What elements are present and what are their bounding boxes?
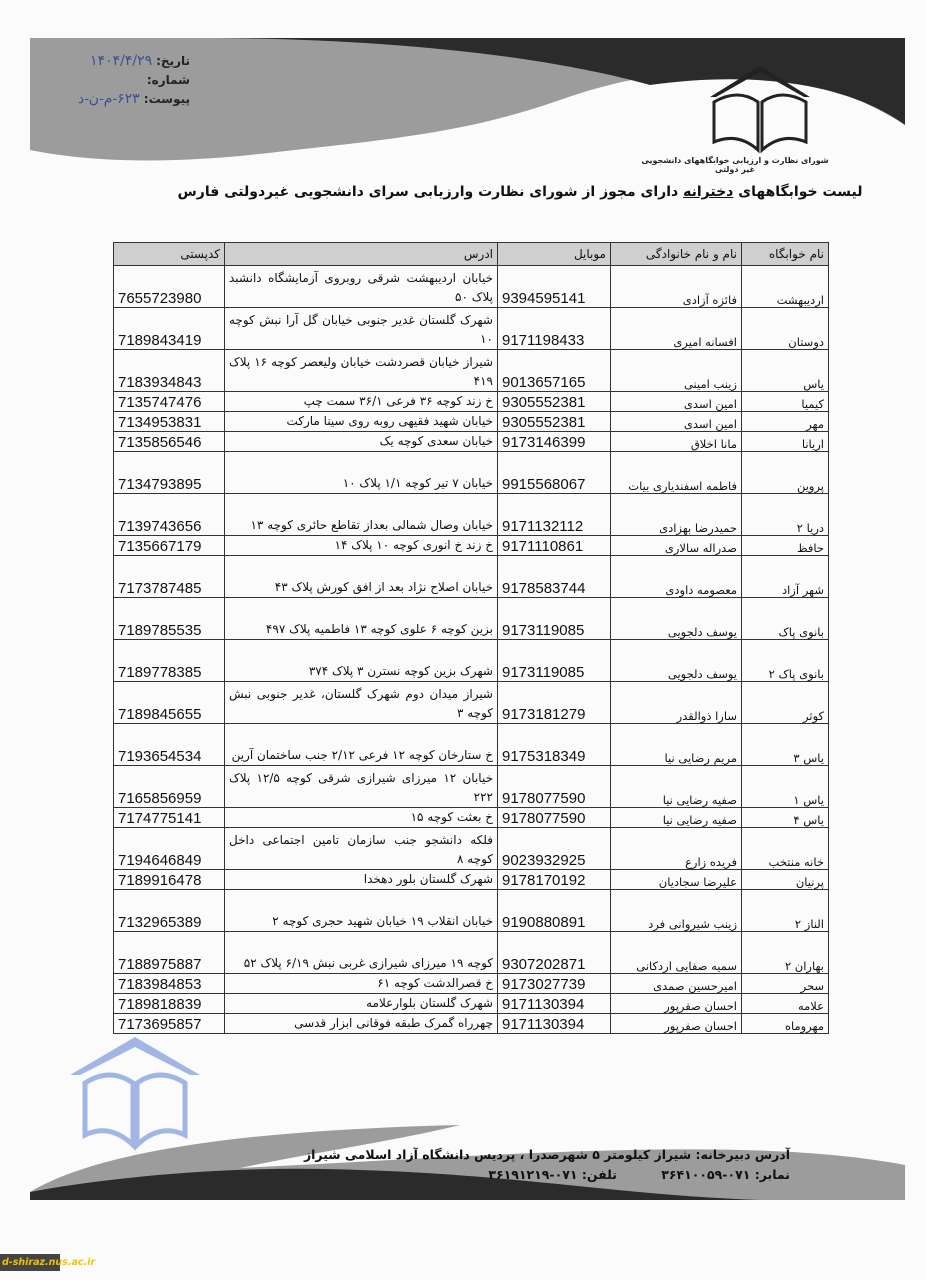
postal-cell: 7189778385: [114, 640, 225, 682]
manager-cell: یوسف دلجویی: [611, 598, 742, 640]
table-row: [114, 392, 829, 412]
postal-cell: 7134793895: [114, 452, 225, 494]
dorm-name-cell: اریانا: [742, 432, 829, 452]
table-row: [114, 724, 829, 766]
postal-cell: 7132965389: [114, 890, 225, 932]
postal-cell: 7173695857: [114, 1014, 225, 1034]
table-row: [114, 1014, 829, 1034]
manager-cell: امین اسدی: [611, 392, 742, 412]
council-logo-icon: [700, 62, 820, 157]
dorm-name-cell: مهر: [742, 412, 829, 432]
dorm-name-cell: بانوی پاک ۲: [742, 640, 829, 682]
phone-number: ۰۷۱-۳۶۱۹۱۲۱۹: [488, 1167, 578, 1182]
address-cell: شهرک گلستان غدیر جنوبی خیابان گل آرا نبش کوچه ۱۰: [225, 308, 498, 350]
dorm-name-cell: بهاران ۲: [742, 932, 829, 974]
mobile-cell: 9173027739: [498, 974, 611, 994]
table-row: [114, 808, 829, 828]
dorm-name-cell: الناز ۲: [742, 890, 829, 932]
manager-cell: افسانه امیری: [611, 308, 742, 350]
table-body: [114, 266, 829, 1034]
col-dorm-name: نام خوابگاه: [742, 243, 829, 266]
attachment-value: ۶۲۳-م-ن-د: [77, 91, 140, 107]
dorm-name-cell: پروین: [742, 452, 829, 494]
manager-cell: صفیه رضایی نیا: [611, 808, 742, 828]
address-cell: چهرراه گمرک طبقه فوقانی ابزار قدسی: [225, 1014, 498, 1034]
postal-cell: 7193654534: [114, 724, 225, 766]
col-address: ادرس: [225, 243, 498, 266]
mobile-cell: 9178077590: [498, 766, 611, 808]
postal-cell: 7135747476: [114, 392, 225, 412]
postal-cell: 7173787485: [114, 556, 225, 598]
dorm-name-cell: یاس ۴: [742, 808, 829, 828]
manager-cell: مریم رضایی نیا: [611, 724, 742, 766]
mobile-cell: 9171110861: [498, 536, 611, 556]
address-cell: فلکه دانشجو جنب سازمان تامین اجتماعی داخل کوچه ۸: [225, 828, 498, 870]
mobile-cell: 9013657165: [498, 350, 611, 392]
postal-cell: 7183984853: [114, 974, 225, 994]
footer-contact: [250, 1145, 790, 1185]
manager-cell: زینب امینی: [611, 350, 742, 392]
table-row: [114, 766, 829, 808]
dorm-name-cell: حافظ: [742, 536, 829, 556]
address-cell: شیراز میدان دوم شهرک گلستان، غدیر جنوبی نبش کوچه ۳: [225, 682, 498, 724]
mobile-cell: 9173146399: [498, 432, 611, 452]
manager-cell: احسان صفرپور: [611, 1014, 742, 1034]
postal-cell: 7189916478: [114, 870, 225, 890]
document-meta: [40, 52, 190, 109]
dorm-name-cell: یاس: [742, 350, 829, 392]
address-cell: خیابان وصال شمالی بعداز تقاطع حائری کوچه ۱۳: [225, 494, 498, 536]
postal-cell: 7165856959: [114, 766, 225, 808]
manager-cell: زینب شیروانی فرد: [611, 890, 742, 932]
address-cell: کوچه ۱۹ میرزای شیرازی غربی نبش ۶/۱۹ پلاک ۵۲: [225, 932, 498, 974]
mobile-cell: 9171130394: [498, 1014, 611, 1034]
mobile-cell: 9023932925: [498, 828, 611, 870]
table-row: [114, 412, 829, 432]
date-line: تاریخ:۱۴۰۴/۴/۲۹: [90, 53, 190, 69]
postal-cell: 7655723980: [114, 266, 225, 308]
mobile-cell: 9173119085: [498, 598, 611, 640]
title-emphasis: دخترانه: [683, 184, 734, 200]
footer-phones: نمابر: ۰۷۱-۳۶۴۱۰۰۵۹ تلفن: ۰۷۱-۳۶۱۹۱۲۱۹: [488, 1167, 790, 1182]
manager-cell: سارا ذوالقدر: [611, 682, 742, 724]
address-cell: خیابان اردیبهشت شرقی روبروی آزمایشگاه دانشبد پلاک ۵۰: [225, 266, 498, 308]
address-cell: شهرک گلستان بلور دهخدا: [225, 870, 498, 890]
manager-cell: صفیه رضایی نیا: [611, 766, 742, 808]
manager-cell: معصومه داودی: [611, 556, 742, 598]
fax-number: ۰۷۱-۳۶۴۱۰۰۵۹: [661, 1167, 751, 1182]
manager-cell: احسان صفرپور: [611, 994, 742, 1014]
address-cell: شهرک گلستان بلوارعلامه: [225, 994, 498, 1014]
mobile-cell: 9178170192: [498, 870, 611, 890]
address-cell: خیابان ۱۲ میرزای شیرازی شرقی کوچه ۱۲/۵ پلاک ۲۲۲: [225, 766, 498, 808]
dorm-name-cell: علامه: [742, 994, 829, 1014]
dorm-name-cell: مهروماه: [742, 1014, 829, 1034]
table-row: [114, 932, 829, 974]
dorm-name-cell: خانه منتخب: [742, 828, 829, 870]
table-row: [114, 536, 829, 556]
table-row: [114, 266, 829, 308]
mobile-cell: 9173181279: [498, 682, 611, 724]
dorm-name-cell: دوستان: [742, 308, 829, 350]
dorm-name-cell: بانوی پاک: [742, 598, 829, 640]
manager-cell: فائزه آزادی: [611, 266, 742, 308]
manager-cell: حمیدرضا بهزادی: [611, 494, 742, 536]
dorm-name-cell: یاس ۱: [742, 766, 829, 808]
table-row: [114, 682, 829, 724]
manager-cell: سمیه صفایی اردکانی: [611, 932, 742, 974]
table-row: [114, 432, 829, 452]
address-cell: خیابان ۷ تیر کوچه ۱/۱ پلاک ۱۰: [225, 452, 498, 494]
mobile-cell: 9173119085: [498, 640, 611, 682]
address-cell: خیابان شهید فقیهی روبه روی سینا مارکت: [225, 412, 498, 432]
manager-cell: یوسف دلجویی: [611, 640, 742, 682]
dorm-name-cell: شهر آزاد: [742, 556, 829, 598]
page-title: لیست خوابگاههای دخترانه دارای مجوز از شورای نظارت وارزیابی سرای دانشجویی غیردولتی فارس: [177, 184, 863, 200]
postal-cell: 7139743656: [114, 494, 225, 536]
table-row: [114, 556, 829, 598]
mobile-cell: 9171198433: [498, 308, 611, 350]
table-row: [114, 994, 829, 1014]
table-row: [114, 890, 829, 932]
site-badge: d-shiraz.nus.ac.ir: [0, 1254, 60, 1271]
mobile-cell: 9307202871: [498, 932, 611, 974]
table-row: [114, 452, 829, 494]
table-row: [114, 870, 829, 890]
mobile-cell: 9171130394: [498, 994, 611, 1014]
dorm-name-cell: کوثر: [742, 682, 829, 724]
mobile-cell: 9175318349: [498, 724, 611, 766]
table-row: [114, 308, 829, 350]
date-value: ۱۴۰۴/۴/۲۹: [90, 53, 153, 69]
manager-cell: امین اسدی: [611, 412, 742, 432]
manager-cell: فریده زارع: [611, 828, 742, 870]
col-postal: کدپستی: [114, 243, 225, 266]
postal-cell: 7134953831: [114, 412, 225, 432]
col-mobile: موبایل: [498, 243, 611, 266]
dorm-name-cell: یاس ۳: [742, 724, 829, 766]
mobile-cell: 9394595141: [498, 266, 611, 308]
postal-cell: 7189818839: [114, 994, 225, 1014]
manager-cell: علیرضا سجادیان: [611, 870, 742, 890]
manager-cell: فاطمه اسفندیاری بیات: [611, 452, 742, 494]
postal-cell: 7194646849: [114, 828, 225, 870]
address-cell: بزین کوچه ۶ علوی کوچه ۱۳ فاطمیه پلاک ۴۹۷: [225, 598, 498, 640]
address-cell: خ زند کوچه ۳۶ فرعی ۳۶/۱ سمت چپ: [225, 392, 498, 412]
dorm-name-cell: اردیبهشت: [742, 266, 829, 308]
address-cell: خ بعثت کوچه ۱۵: [225, 808, 498, 828]
mobile-cell: 9178583744: [498, 556, 611, 598]
dorm-name-cell: سحر: [742, 974, 829, 994]
col-manager: نام و نام خانوادگی: [611, 243, 742, 266]
council-name: شورای نظارت و ارزیابی خوابگاههای دانشجویی غیر دولتی: [641, 156, 829, 174]
address-cell: خ قصرالدشت کوچه ۶۱: [225, 974, 498, 994]
address-cell: شهرک بزین کوچه نسترن ۳ پلاک ۳۷۴: [225, 640, 498, 682]
address-cell: خ ستارخان کوچه ۱۲ فرعی ۲/۱۲ جنب ساختمان آرین: [225, 724, 498, 766]
table-row: [114, 640, 829, 682]
manager-cell: امیرحسین صمدی: [611, 974, 742, 994]
number-line: شماره:: [146, 73, 190, 87]
postal-cell: 7189843419: [114, 308, 225, 350]
manager-cell: صدراله سالاری: [611, 536, 742, 556]
postal-cell: 7135667179: [114, 536, 225, 556]
table-row: [114, 974, 829, 994]
dorm-name-cell: دریا ۲: [742, 494, 829, 536]
footer-address: آدرس دبیرخانه: شیراز کیلومتر ۵ شهرصدرا ، پردیس دانشگاه آزاد اسلامی شیراز: [303, 1147, 790, 1162]
dorm-name-cell: پرنیان: [742, 870, 829, 890]
dorm-name-cell: کیمیا: [742, 392, 829, 412]
mobile-cell: 9190880891: [498, 890, 611, 932]
postal-cell: 7189785535: [114, 598, 225, 640]
address-cell: خیابان اصلاح نژاد بعد از افق کورش پلاک ۴۳: [225, 556, 498, 598]
table-row: [114, 350, 829, 392]
postal-cell: 7188975887: [114, 932, 225, 974]
attachment-line: پیوست:۶۲۳-م-ن-د: [77, 91, 190, 107]
table-row: [114, 494, 829, 536]
dormitory-table: [113, 242, 829, 1034]
table-row: [114, 598, 829, 640]
table-row: [114, 828, 829, 870]
postal-cell: 7135856546: [114, 432, 225, 452]
mobile-cell: 9305552381: [498, 412, 611, 432]
address-cell: خ زند خ انوری کوچه ۱۰ پلاک ۱۴: [225, 536, 498, 556]
table-header-row: [114, 243, 829, 266]
mobile-cell: 9178077590: [498, 808, 611, 828]
mobile-cell: 9305552381: [498, 392, 611, 412]
manager-cell: مانا اخلاق: [611, 432, 742, 452]
postal-cell: 7174775141: [114, 808, 225, 828]
address-cell: خیابان انقلاب ۱۹ خیابان شهید حجری کوچه ۲: [225, 890, 498, 932]
address-cell: شیراز خیابان قصردشت خیابان ولیعصر کوچه ۱۶ پلاک ۴۱۹: [225, 350, 498, 392]
mobile-cell: 9171132112: [498, 494, 611, 536]
mobile-cell: 9915568067: [498, 452, 611, 494]
postal-cell: 7189845655: [114, 682, 225, 724]
address-cell: خیابان سعدی کوچه یک: [225, 432, 498, 452]
postal-cell: 7183934843: [114, 350, 225, 392]
